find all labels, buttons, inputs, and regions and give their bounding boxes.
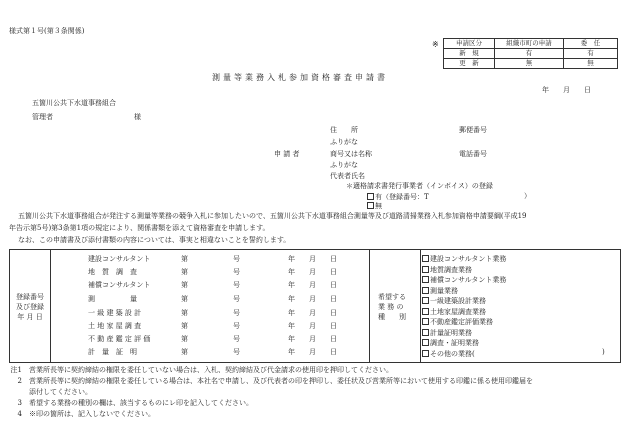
addressee-org: 五箇川公共下水道事務組合: [32, 99, 116, 107]
desired-label-line: 業 務 の: [378, 303, 404, 311]
form-id: 様式第１号(第３条関係): [9, 27, 85, 35]
cls-row-delegation: 無: [564, 59, 618, 69]
note-num: 注1: [10, 366, 22, 374]
desired-item-label: 一級建築設計業務: [430, 297, 486, 305]
desired-checkbox[interactable]: [422, 308, 429, 315]
reg-row-go: 号: [233, 322, 240, 330]
reg-row-name: 土 地 家 屋 調 査: [88, 322, 142, 330]
reg-row-date: 年 月 日: [288, 348, 337, 356]
desired-item-label: 地質調査業務: [430, 265, 472, 274]
desired-item[interactable]: [422, 338, 506, 349]
asterisk-mark: ※: [432, 40, 439, 49]
body-para2: なお、この申請書及び添付書類の内容については、事実と相違ないことを誓約します。: [18, 236, 291, 244]
desired-item-label: 測量業務: [430, 286, 458, 295]
cls-row-delegation: 有: [564, 49, 618, 59]
desired-item[interactable]: [422, 307, 506, 318]
reg-row-go: 号: [233, 335, 240, 343]
invoice-yes-label: 有（登録番号：T: [375, 193, 429, 201]
reg-row-date: 年 月 日: [288, 295, 337, 303]
invoice-yes-checkbox[interactable]: [367, 193, 374, 200]
cls-row-org: 無: [495, 59, 564, 69]
reg-row-date: 年 月 日: [288, 322, 337, 330]
reg-row-dai: 第: [181, 348, 188, 356]
desired-checkbox[interactable]: [422, 318, 429, 325]
reg-row-name: 補償コンサルタント: [88, 281, 151, 289]
reg-row-date: 年 月 日: [288, 309, 337, 317]
note-line: [6, 376, 533, 387]
body-para1-line1: 五箇川公共下水道事務組合が発注する測量等業務の競争入札に参加したいので、五箇川公共下水道事務組合測量等及び道路清掃業務入札参加資格申請要綱(平成19: [18, 212, 527, 220]
reg-row-go: 号: [233, 268, 240, 276]
reg-row-name: 地 質 調 査: [88, 268, 137, 276]
addressee-manager: 管理者: [32, 113, 53, 121]
reg-row-go: 号: [233, 255, 240, 263]
note-text: 希望する業務の種別の欄は、該当するものにレ印を記入してください。: [29, 399, 253, 407]
classification-table: [443, 38, 618, 69]
invoice-no-checkbox[interactable]: [367, 202, 374, 209]
desired-label-line: 種 別: [378, 313, 406, 321]
note-line: [6, 398, 533, 409]
desired-checkbox[interactable]: [422, 287, 429, 294]
desired-checkbox[interactable]: [422, 350, 429, 357]
applicant-representative-label: 代表者氏名: [330, 172, 365, 180]
desired-item[interactable]: [422, 265, 506, 276]
reg-row-name: 一 級 建 築 設 計: [88, 309, 142, 317]
reg-row-dai: 第: [181, 309, 188, 317]
cls-header-2: 委 任: [564, 39, 618, 49]
reg-row-date: 年 月 日: [288, 281, 337, 289]
desired-item[interactable]: [422, 349, 506, 360]
reg-row-dai: 第: [181, 295, 188, 303]
cls-row-label: 更 新: [444, 59, 495, 69]
note-num: 4: [17, 410, 22, 418]
reg-left-label-line: 登録番号: [16, 293, 44, 301]
desired-checkbox[interactable]: [422, 339, 429, 346]
desired-item[interactable]: [422, 296, 506, 307]
form-title: 測量等業務入札参加資格審査申請書: [212, 73, 388, 82]
reg-left-label: [16, 292, 44, 322]
desired-checkbox[interactable]: [422, 276, 429, 283]
reg-row-name: 不 動 産 鑑 定 評 価: [88, 335, 151, 343]
applicant-furigana-1: ふりがな: [330, 138, 358, 146]
reg-row-dai: 第: [181, 255, 188, 263]
reg-row-go: 号: [233, 348, 240, 356]
note-text: 添付してください。: [29, 388, 92, 396]
body-para1-line2: 年告示第5号)第3条第1項の規定により、関係書類を添えて資格審査を申請します。: [9, 224, 270, 232]
desired-item[interactable]: [422, 328, 506, 339]
applicant-trade-name-label: 商号又は名称: [330, 150, 372, 158]
invoice-no: [367, 202, 382, 210]
desired-item[interactable]: [422, 275, 506, 286]
desired-item[interactable]: [422, 286, 506, 297]
applicant-label: 申 請 者: [274, 150, 300, 158]
invoice-yes: [367, 193, 429, 201]
reg-row-dai: 第: [181, 268, 188, 276]
note-line: [6, 409, 533, 420]
reg-row-name: 計 量 証 明: [88, 348, 137, 356]
note-text: 営業所長等に契約締結の権限を委任していない場合は、入札、契約締結及び代金請求の使用印を押印してください。: [29, 366, 393, 374]
note-line: [6, 387, 533, 398]
desired-checkbox[interactable]: [422, 297, 429, 304]
reg-row-name: 建設コンサルタント: [88, 255, 151, 263]
reg-divider: [50, 249, 51, 362]
addressee-honorific: 様: [134, 113, 141, 121]
desired-checkbox[interactable]: [422, 266, 429, 273]
reg-divider: [369, 249, 370, 362]
reg-row-name: 測 量: [88, 295, 137, 303]
registration-table: [9, 249, 621, 363]
reg-row-dai: 第: [181, 335, 188, 343]
invoice-yes-close: ）: [524, 192, 531, 200]
notes: [6, 365, 533, 420]
desired-label-line: 希望する: [378, 293, 406, 301]
desired-item-label: 不動産鑑定評価業務: [430, 318, 493, 326]
applicant-furigana-2: ふりがな: [330, 161, 358, 169]
desired-item-label: 計量証明業務: [430, 328, 472, 337]
desired-label: [378, 292, 406, 322]
reg-row-dai: 第: [181, 281, 188, 289]
reg-row-go: 号: [233, 309, 240, 317]
cls-row-label: 新 規: [444, 49, 495, 59]
reg-row-date: 年 月 日: [288, 255, 337, 263]
desired-item-label: その他の業務(: [430, 349, 475, 358]
note-num: 2: [17, 377, 22, 385]
applicant-postal-label: 郵便番号: [459, 126, 487, 134]
reg-row-date: 年 月 日: [288, 335, 337, 343]
date-field: 年 月 日: [542, 86, 591, 94]
desired-item[interactable]: [422, 317, 506, 328]
desired-item-label: 建設コンサルタント業務: [430, 255, 507, 263]
applicant-address-label: 住 所: [330, 126, 358, 134]
reg-row-dai: 第: [181, 322, 188, 330]
desired-item-label: 土地家屋調査業務: [430, 307, 486, 316]
cls-header-0: 申請区分: [444, 39, 495, 49]
invoice-no-label: 無: [375, 202, 382, 210]
note-text: ※印の箇所は、記入しないでください。: [29, 410, 155, 418]
reg-row-go: 号: [233, 281, 240, 289]
desired-item-label: 調査・証明業務: [430, 339, 479, 347]
note-line: [6, 365, 533, 376]
cls-header-1: 組織市町の申請: [495, 39, 564, 49]
desired-checkbox[interactable]: [422, 255, 429, 262]
invoice-heading: ＊適格請求書発行事業者（インボイス）の登録: [346, 182, 493, 190]
reg-row-date: 年 月 日: [288, 268, 337, 276]
note-text: 営業所長等に契約締結の権限を委任している場合は、本社名で申請し、及び代表者の印を押印し、委任状及び営業所等において使用する印鑑に係る使用印鑑届を: [29, 377, 533, 385]
cls-row-org: 有: [495, 49, 564, 59]
other-close: ): [602, 348, 605, 356]
desired-checkbox[interactable]: [422, 329, 429, 336]
reg-left-label-line: 年 月 日: [17, 313, 43, 321]
desired-item[interactable]: [422, 254, 506, 265]
reg-row-go: 号: [233, 295, 240, 303]
note-num: 3: [17, 399, 22, 407]
reg-left-label-line: 及び登録: [16, 303, 44, 311]
reg-divider: [420, 249, 421, 362]
desired-items: [422, 254, 506, 359]
applicant-phone-label: 電話番号: [459, 150, 487, 158]
desired-item-label: 補償コンサルタント業務: [430, 276, 507, 284]
